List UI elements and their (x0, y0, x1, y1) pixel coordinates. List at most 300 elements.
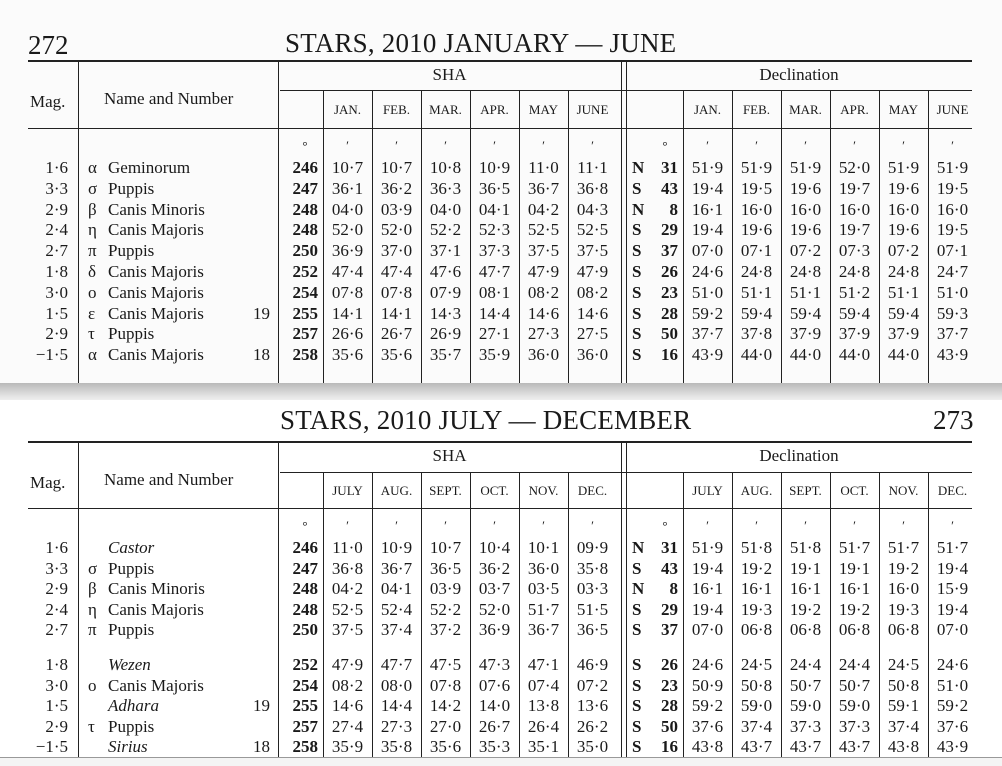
sha-minutes: 36·5 (576, 620, 609, 640)
dec-minutes: 44·0 (740, 345, 773, 365)
dec-minutes: 51·7 (887, 538, 920, 557)
sha-minutes: 07·8 (380, 282, 413, 302)
sha-minutes: 52·5 (331, 599, 364, 619)
dec-minutes: 16·0 (789, 199, 822, 219)
sha-degrees: 248 (292, 579, 318, 599)
dec-minute-mark: ′ (755, 138, 758, 153)
dec-minutes: 19·5 (936, 220, 969, 240)
sha-minutes: 47·9 (576, 262, 609, 281)
dec-minutes: 51·1 (789, 282, 822, 302)
sha-minutes: 36·9 (478, 620, 511, 640)
star-greek-letter: δ (88, 262, 97, 281)
dec-minutes: 16·1 (691, 199, 724, 219)
dec-minutes: 59·0 (838, 696, 871, 716)
sha-minute-mark: ′ (591, 518, 594, 533)
dec-minutes: 19·6 (887, 220, 920, 240)
sha-minutes: 11·0 (528, 158, 559, 177)
sha-minutes: 52·0 (380, 220, 413, 240)
sha-minutes: 52·0 (478, 599, 511, 619)
dec-minutes: 19·2 (789, 599, 822, 619)
name-column-header: Name and Number (104, 470, 234, 489)
star-magnitude: 3·0 (45, 282, 68, 302)
dec-degrees: 26 (661, 655, 678, 674)
sha-minutes: 35·6 (380, 345, 413, 365)
star-magnitude: 2·7 (45, 620, 68, 640)
sha-minutes: 47·1 (527, 655, 560, 674)
dec-minutes: 52·0 (838, 158, 871, 177)
sha-minutes: 14·6 (527, 303, 560, 323)
dec-minute-mark: ′ (902, 138, 905, 153)
star-magnitude: 3·3 (45, 178, 68, 198)
dec-minutes: 51·7 (936, 538, 969, 557)
sha-minute-mark: ′ (395, 518, 398, 533)
dec-minutes: 24·8 (887, 262, 920, 281)
sha-month-header: FEB. (382, 102, 411, 117)
declination-month-header: OCT. (840, 483, 869, 498)
dec-minutes: 59·1 (887, 696, 920, 716)
sha-degrees: 254 (292, 675, 318, 695)
sha-minutes: 04·3 (576, 199, 609, 219)
dec-minutes: 07·2 (887, 241, 920, 261)
dec-degrees: 28 (661, 696, 678, 716)
star-magnitude: 2·9 (45, 716, 68, 736)
dec-minute-mark: ′ (853, 518, 856, 533)
dec-degrees: 29 (661, 220, 678, 240)
sha-minutes: 14·4 (478, 303, 511, 323)
dec-minutes: 19·4 (936, 599, 969, 619)
sha-minutes: 36·2 (478, 558, 511, 578)
sha-month-header: NOV. (528, 483, 559, 498)
mag-name-divider (78, 441, 79, 757)
dec-minutes: 43·9 (936, 737, 969, 757)
sha-degrees: 247 (292, 178, 318, 198)
dec-minutes: 24·8 (838, 262, 871, 281)
dec-minutes: 19·6 (887, 178, 920, 198)
sha-minutes: 07·8 (429, 675, 462, 695)
sha-minutes: 27·0 (429, 716, 462, 736)
star-magnitude: −1·5 (35, 345, 68, 365)
dec-degrees: 8 (669, 579, 678, 599)
sha-dec-divider-2 (626, 441, 627, 757)
name-column-header: Name and Number (104, 89, 234, 108)
dec-minutes: 24·6 (936, 655, 969, 674)
sha-minutes: 35·9 (478, 345, 511, 365)
name-sha-divider (278, 441, 279, 757)
dec-minutes: 07·2 (789, 241, 822, 261)
sha-minutes: 07·2 (576, 675, 609, 695)
star-greek-letter: τ (88, 716, 95, 736)
star-magnitude: 1·8 (45, 262, 68, 281)
sha-minutes: 11·0 (332, 538, 363, 557)
dec-minutes: 19·4 (691, 599, 724, 619)
sha-minute-mark: ′ (591, 138, 594, 153)
sha-section-header: SHA (432, 446, 467, 465)
dec-minute-mark: ′ (755, 518, 758, 533)
dec-minutes: 37·4 (887, 716, 920, 736)
table-top-rule (28, 60, 972, 62)
declination-month-header: JAN. (693, 102, 722, 117)
dec-minutes: 37·3 (789, 716, 822, 736)
star-magnitude: 2·4 (45, 220, 68, 240)
star-greek-letter: η (88, 220, 97, 240)
sha-minutes: 37·4 (380, 620, 413, 640)
dec-minutes: 43·8 (691, 737, 724, 757)
star-magnitude: 1·5 (45, 696, 68, 716)
sha-minutes: 09·9 (576, 538, 609, 557)
star-magnitude: 2·7 (45, 241, 68, 261)
sha-minutes: 52·2 (429, 599, 462, 619)
dec-minutes: 24·8 (789, 262, 822, 281)
sha-minutes: 35·6 (429, 737, 462, 757)
dec-hemisphere: S (632, 178, 642, 198)
dec-minutes: 37·6 (691, 716, 724, 736)
dec-minutes: 37·9 (838, 324, 871, 344)
star-name: Canis Majoris (108, 675, 204, 695)
star-magnitude: 2·9 (45, 199, 68, 219)
dec-minutes: 51·0 (691, 282, 724, 302)
sha-minutes: 37·2 (429, 620, 462, 640)
dec-minute-mark: ′ (951, 518, 954, 533)
sha-degrees: 252 (292, 262, 318, 281)
star-greek-letter: α (88, 345, 97, 365)
dec-minutes: 24·4 (838, 655, 871, 674)
sha-minutes: 08·0 (380, 675, 413, 695)
sha-minutes: 04·1 (478, 199, 511, 219)
star-magnitude: 1·8 (45, 655, 68, 674)
dec-minutes: 50·8 (740, 675, 773, 695)
dec-minutes: 44·0 (838, 345, 871, 365)
dec-minutes: 07·3 (838, 241, 871, 261)
sha-minutes: 10·4 (478, 538, 511, 557)
sha-degrees: 248 (292, 220, 318, 240)
sha-minutes: 35·1 (527, 737, 560, 757)
dec-minutes: 43·9 (691, 345, 724, 365)
sha-minutes: 03·5 (527, 579, 560, 599)
dec-minutes: 37·7 (691, 324, 724, 344)
dec-hemisphere: S (632, 696, 642, 716)
dec-degrees: 16 (661, 345, 678, 365)
sha-minutes: 35·8 (576, 558, 609, 578)
dec-minutes: 37·4 (740, 716, 773, 736)
dec-minutes: 07·0 (936, 620, 969, 640)
dec-minutes: 07·0 (691, 241, 724, 261)
sha-minutes: 27·4 (331, 716, 364, 736)
dec-minutes: 59·2 (691, 696, 724, 716)
star-name: Wezen (108, 655, 151, 674)
sha-minute-mark: ′ (542, 138, 545, 153)
dec-hemisphere: N (632, 538, 645, 557)
dec-degrees: 31 (661, 538, 678, 557)
sha-minutes: 52·5 (576, 220, 609, 240)
sha-minutes: 14·1 (380, 303, 413, 323)
dec-minutes: 51·7 (838, 538, 871, 557)
sha-degrees: 250 (292, 620, 318, 640)
sha-minutes: 52·0 (331, 220, 364, 240)
sha-minutes: 52·2 (429, 220, 462, 240)
sha-minutes: 07·8 (331, 282, 364, 302)
sha-degree-mark: ° (302, 138, 308, 153)
sha-minutes: 10·8 (429, 158, 462, 177)
dec-minutes: 16·0 (887, 579, 920, 599)
sha-minutes: 47·9 (331, 655, 364, 674)
star-magnitude: 1·6 (45, 538, 68, 557)
sha-minutes: 08·2 (527, 282, 560, 302)
sha-minutes: 47·3 (478, 655, 511, 674)
sha-minutes: 03·7 (478, 579, 511, 599)
dec-minutes: 44·0 (887, 345, 920, 365)
dec-hemisphere: S (632, 558, 642, 578)
sha-minutes: 03·3 (576, 579, 609, 599)
dec-degrees: 43 (661, 178, 678, 198)
dec-minutes: 19·3 (740, 599, 773, 619)
sha-degrees: 252 (292, 655, 318, 674)
star-greek-letter: β (88, 579, 97, 599)
dec-minutes: 51·8 (789, 538, 822, 557)
sha-minutes: 14·4 (380, 696, 413, 716)
mag-column-header: Mag. (30, 473, 66, 492)
name-sha-divider (278, 60, 279, 383)
dec-minutes: 16·0 (740, 199, 773, 219)
sha-minutes: 36·0 (527, 558, 560, 578)
sha-degrees: 247 (292, 558, 318, 578)
dec-minutes: 37·9 (887, 324, 920, 344)
dec-minutes: 19·4 (691, 558, 724, 578)
star-name: Canis Majoris (108, 282, 204, 302)
sha-minutes: 03·9 (380, 199, 413, 219)
sha-minutes: 51·5 (576, 599, 609, 619)
dec-degrees: 43 (661, 558, 678, 578)
dec-minutes: 19·4 (691, 220, 724, 240)
star-magnitude: 3·3 (45, 558, 68, 578)
declination-section-header: Declination (759, 446, 839, 465)
star-greek-letter: β (88, 199, 97, 219)
dec-minutes: 50·7 (838, 675, 871, 695)
star-magnitude: −1·5 (35, 737, 68, 757)
dec-minutes: 19·3 (887, 599, 920, 619)
dec-minute-mark: ′ (853, 138, 856, 153)
sha-minute-mark: ′ (395, 138, 398, 153)
dec-minutes: 07·1 (936, 241, 969, 261)
sha-minutes: 04·0 (331, 199, 364, 219)
dec-hemisphere: S (632, 262, 642, 281)
sha-section-header: SHA (432, 65, 467, 84)
sha-minutes: 13·6 (576, 696, 609, 716)
sha-minutes: 35·0 (576, 737, 609, 757)
sha-minutes: 26·2 (576, 716, 609, 736)
sha-minutes: 27·3 (527, 324, 560, 344)
sha-degrees: 246 (292, 538, 318, 557)
sha-minutes: 36·1 (331, 178, 364, 198)
dec-hemisphere: S (632, 716, 642, 736)
dec-minutes: 51·8 (740, 538, 773, 557)
sha-minutes: 37·1 (429, 241, 462, 261)
star-name: Geminorum (108, 158, 191, 177)
sha-minutes: 14·0 (478, 696, 511, 716)
dec-minutes: 24·7 (936, 262, 969, 281)
star-greek-letter: σ (88, 558, 98, 578)
star-magnitude: 2·4 (45, 599, 68, 619)
declination-month-header: MAR. (789, 102, 822, 117)
sha-minutes: 27·1 (478, 324, 511, 344)
sha-degrees: 248 (292, 599, 318, 619)
sha-minutes: 47·7 (478, 262, 511, 281)
dec-minutes: 43·7 (740, 737, 773, 757)
declination-month-header: MAY (888, 102, 919, 117)
sha-minutes: 36·9 (331, 241, 364, 261)
sha-minutes: 10·7 (331, 158, 364, 177)
sha-month-header: OCT. (480, 483, 509, 498)
star-name: Canis Majoris (108, 262, 204, 281)
dec-minutes: 19·5 (740, 178, 773, 198)
sha-month-header: JUNE (576, 102, 609, 117)
sha-month-header: JULY (332, 483, 363, 498)
sha-minutes: 36·0 (576, 345, 609, 365)
star-number: 19 (253, 696, 270, 716)
declination-month-header: APR. (840, 102, 869, 117)
sha-degrees: 250 (292, 241, 318, 261)
star-greek-letter: η (88, 599, 97, 619)
sha-minutes: 14·1 (331, 303, 364, 323)
star-greek-letter: ο (88, 675, 97, 695)
dec-minutes: 51·0 (936, 675, 969, 695)
sha-minutes: 36·7 (380, 558, 413, 578)
sha-minutes: 07·9 (429, 282, 462, 302)
dec-minutes: 51·9 (936, 158, 969, 177)
sha-degrees: 258 (292, 737, 318, 757)
sha-degrees: 246 (292, 158, 318, 177)
dec-minutes: 16·1 (691, 579, 724, 599)
sha-minutes: 47·6 (429, 262, 462, 281)
dec-hemisphere: S (632, 599, 642, 619)
sha-minute-mark: ′ (542, 518, 545, 533)
dec-minutes: 19·2 (887, 558, 920, 578)
dec-hemisphere: S (632, 620, 642, 640)
sha-minutes: 07·6 (478, 675, 511, 695)
star-number: 18 (253, 345, 270, 365)
dec-minutes: 16·0 (887, 199, 920, 219)
sha-minutes: 36·7 (527, 178, 560, 198)
star-name: Canis Majoris (108, 303, 204, 323)
dec-minutes: 44·0 (789, 345, 822, 365)
mag-name-divider (78, 60, 79, 383)
sha-minutes: 04·2 (527, 199, 560, 219)
declination-section-header: Declination (759, 65, 839, 84)
dec-minutes: 37·7 (936, 324, 969, 344)
table-top-rule (28, 441, 972, 443)
sha-dec-divider-1 (621, 60, 622, 383)
dec-minutes: 59·3 (936, 303, 969, 323)
sha-month-header: DEC. (577, 483, 608, 498)
sha-minutes: 26·7 (478, 716, 511, 736)
star-name: Adhara (108, 696, 159, 716)
dec-hemisphere: S (632, 737, 642, 757)
dec-degrees: 26 (661, 262, 678, 281)
sha-minutes: 14·2 (429, 696, 462, 716)
dec-minutes: 59·4 (838, 303, 871, 323)
star-magnitude: 3·0 (45, 675, 68, 695)
dec-minutes: 43·7 (789, 737, 822, 757)
dec-minutes: 24·4 (789, 655, 822, 674)
sha-minutes: 27·5 (576, 324, 609, 344)
sha-minutes: 08·2 (576, 282, 609, 302)
sha-degrees: 248 (292, 199, 318, 219)
dec-minutes: 51·9 (789, 158, 822, 177)
sha-month-header: AUG. (380, 483, 413, 498)
sha-minutes: 37·5 (331, 620, 364, 640)
star-name: Puppis (108, 324, 155, 344)
dec-minutes: 06·8 (887, 620, 920, 640)
sha-minutes: 51·7 (527, 599, 560, 619)
dec-minutes: 19·1 (789, 558, 822, 578)
sha-minutes: 47·5 (429, 655, 462, 674)
dec-minutes: 50·7 (789, 675, 822, 695)
dec-degrees: 50 (661, 324, 678, 344)
dec-minutes: 43·8 (887, 737, 920, 757)
star-name: Puppis (108, 620, 155, 640)
dec-minutes: 50·9 (691, 675, 724, 695)
dec-minutes: 07·0 (691, 620, 724, 640)
sha-minutes: 36·5 (478, 178, 511, 198)
sha-degrees: 258 (292, 345, 318, 365)
sha-minutes: 47·4 (331, 262, 364, 281)
dec-minutes: 06·8 (740, 620, 773, 640)
dec-minutes: 19·4 (936, 558, 969, 578)
dec-minutes: 19·6 (740, 220, 773, 240)
sha-minutes: 36·5 (429, 558, 462, 578)
dec-minutes: 16·0 (936, 199, 969, 219)
sha-minute-mark: ′ (493, 518, 496, 533)
sha-minutes: 10·9 (380, 538, 413, 557)
sha-minutes: 36·8 (576, 178, 609, 198)
star-greek-letter: π (88, 620, 97, 640)
sha-minute-mark: ′ (346, 518, 349, 533)
dec-hemisphere: S (632, 675, 642, 695)
dec-minutes: 24·5 (740, 655, 773, 674)
sha-minutes: 35·6 (331, 345, 364, 365)
dec-minutes: 19·7 (838, 220, 871, 240)
sha-minutes: 04·0 (429, 199, 462, 219)
dec-degrees: 37 (661, 620, 678, 640)
page-number: 273 (933, 405, 974, 435)
dec-minutes: 59·2 (936, 696, 969, 716)
dec-minute-mark: ′ (902, 518, 905, 533)
dec-minutes: 59·4 (887, 303, 920, 323)
sha-month-header: APR. (480, 102, 509, 117)
dec-minutes: 59·4 (789, 303, 822, 323)
dec-hemisphere: N (632, 579, 645, 599)
sha-minutes: 10·1 (527, 538, 560, 557)
sha-minutes: 36·7 (527, 620, 560, 640)
sha-minutes: 35·3 (478, 737, 511, 757)
sha-minutes: 52·4 (380, 599, 413, 619)
dec-degrees: 37 (661, 241, 678, 261)
dec-minutes: 59·0 (740, 696, 773, 716)
sha-minutes: 10·9 (478, 158, 511, 177)
dec-minutes: 16·1 (789, 579, 822, 599)
star-name: Canis Minoris (108, 579, 205, 599)
dec-minutes: 19·5 (936, 178, 969, 198)
declination-month-header: FEB. (742, 102, 771, 117)
sha-minute-mark: ′ (444, 138, 447, 153)
dec-minute-mark: ′ (706, 518, 709, 533)
dec-degrees: 29 (661, 599, 678, 619)
dec-minutes: 24·5 (887, 655, 920, 674)
star-greek-letter: π (88, 241, 97, 261)
sha-minutes: 04·2 (331, 579, 364, 599)
page-title: STARS, 2010 JANUARY — JUNE (285, 28, 677, 58)
sha-minutes: 10·7 (429, 538, 462, 557)
dec-minutes: 59·0 (789, 696, 822, 716)
